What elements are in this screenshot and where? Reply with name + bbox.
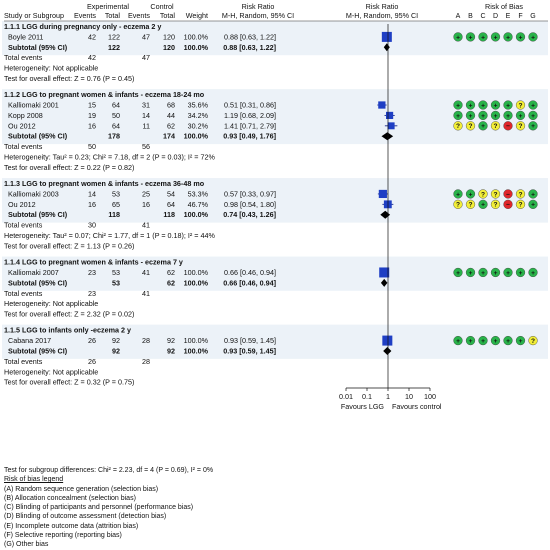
subgroup-2-study-1-ctrl-total: 68 — [167, 100, 175, 110]
subgroup-3-study-2-rob-symbol-g: + — [531, 201, 535, 209]
subgroup-5-study-1-ctrl-total: 92 — [167, 336, 175, 346]
subgroup-2-study-1-ctrl-events: 31 — [142, 100, 150, 110]
subgroup-2-study-1-rob-symbol-a: + — [456, 102, 460, 110]
subgroup-1-study-1-rob-symbol-g: + — [531, 34, 535, 42]
legend-item-a: (A) Random sequence generation (selection bias) — [4, 485, 159, 493]
subgroup-3-study-1-rob-symbol-f: ? — [518, 191, 523, 199]
legend-item-f: (F) Selective reporting (reporting bias) — [4, 532, 122, 540]
subgroup-2-study-2-name: Kopp 2008 — [8, 110, 43, 120]
legend-item-d: (D) Blinding of outcome assessment (detection bias) — [4, 513, 167, 521]
subgroup-4-subtotal-weight: 100.0% — [183, 278, 208, 288]
subgroup-2-total-events-ctrl: 56 — [142, 142, 150, 152]
subgroup-2-subtotal-label: Subtotal (95% CI) — [8, 131, 68, 141]
subgroup-2-subtotal-exp-total: 178 — [108, 131, 120, 141]
favours-lgg-label: Favours LGG — [340, 402, 384, 411]
subgroup-2-study-1-rob-symbol-f: ? — [518, 102, 523, 110]
subgroup-5-subtotal-label: Subtotal (95% CI) — [8, 346, 68, 356]
subgroup-3-study-1-rob-symbol-a: + — [456, 191, 460, 199]
subgroup-4-study-1-exp-total: 53 — [112, 267, 120, 277]
subgroup-5-study-1-rob-symbol-g: ? — [530, 337, 536, 345]
subgroup-3-study-2-rob-symbol-b: ? — [468, 201, 473, 209]
subgroup-4-study-1-ctrl-events: 41 — [142, 267, 150, 277]
subgroup-4-title: 1.1.4 LGG to pregnant women & infants - eczema 7 y — [4, 257, 183, 267]
subgroup-4-study-1-rob-symbol-g: + — [531, 269, 535, 277]
subgroup-differences-test: Test for subgroup differences: Chi² = 2.23, df = 4 (P = 0.69), I² = 0% — [4, 467, 214, 474]
subgroup-4-total-events-exp: 23 — [88, 288, 96, 298]
subgroup-4-study-1-rob-symbol-f: + — [518, 269, 523, 277]
subgroup-2-study-3-rob-symbol-b: ? — [468, 123, 473, 131]
subgroup-5-study-1-ci: 0.93 [0.59, 1.45] — [224, 336, 276, 346]
subgroup-5-total-events-label: Total events — [4, 356, 43, 366]
subgroup-3-study-2-name: Ou 2012 — [8, 199, 36, 209]
subgroup-5-heterogeneity: Heterogeneity: Not applicable — [4, 367, 99, 377]
weight-header: Weight — [185, 11, 208, 20]
subgroup-3-study-2-rob-symbol-e: − — [506, 201, 510, 209]
subgroup-5-total-events-exp: 26 — [88, 356, 96, 366]
legend-item-e: (E) Incomplete outcome data (attrition bias) — [4, 522, 139, 530]
subgroup-4-study-1-rob-symbol-a: + — [456, 269, 460, 277]
subgroup-5-study-1-rob-symbol-d: + — [493, 337, 498, 345]
risk-ratio-method-header: M-H, Random, 95% CI — [221, 11, 295, 20]
subgroup-2-study-3-exp-events: 16 — [88, 121, 96, 131]
subgroup-1-study-1-rob-symbol-a: + — [456, 34, 460, 42]
subgroup-1-overall-effect: Test for overall effect: Z = 0.76 (P = 0.45) — [4, 74, 135, 83]
subgroup-2-study-2-ctrl-events: 14 — [142, 110, 150, 120]
legend-item-g: (G) Other bias — [4, 541, 49, 549]
subgroup-4-total-events-ctrl: 41 — [142, 288, 150, 298]
subgroup-3-study-1-exp-events: 14 — [88, 189, 96, 199]
x-tick-label-2: 1 — [386, 392, 390, 401]
subgroup-1-study-1-rob-symbol-c: + — [481, 34, 485, 42]
subgroup-3-study-1-rob-symbol-d: ? — [493, 191, 498, 199]
plot-risk-ratio-method-header: M-H, Random, 95% CI — [345, 11, 419, 20]
subgroup-2-study-3-rob-symbol-c: + — [481, 123, 485, 131]
rob-column-letter-f: F — [518, 13, 523, 20]
subgroup-4-total-events-label: Total events — [4, 288, 43, 298]
rob-column-letter-a: A — [455, 13, 461, 20]
subgroup-2-study-3-ci: 1.41 [0.71, 2.79] — [224, 121, 276, 131]
subgroup-2-study-2-ctrl-total: 44 — [167, 110, 175, 120]
subgroup-1-study-1-rob-symbol-f: + — [518, 34, 523, 42]
subgroup-2-study-1-ci: 0.51 [0.31, 0.86] — [224, 100, 276, 110]
subgroup-1-subtotal-ci: 0.88 [0.63, 1.22] — [223, 42, 276, 52]
subgroup-1-total-events-label: Total events — [4, 53, 43, 63]
subgroup-5-study-1-exp-events: 26 — [88, 336, 96, 346]
subgroup-2-study-3-rob-symbol-d: ? — [493, 123, 498, 131]
subgroup-1-title: 1.1.1 LGG during pregnancy only - eczema 2 y — [4, 22, 162, 31]
subgroup-2-study-1-marker — [378, 101, 385, 108]
experimental-header: Experimental — [87, 2, 129, 11]
subgroup-2-study-2-rob-symbol-b: + — [468, 112, 473, 120]
subgroup-2-study-3-rob-symbol-e: − — [506, 123, 510, 131]
subgroup-3-study-2-ctrl-total: 64 — [167, 199, 175, 209]
subgroup-2-study-1-name: Kalliomaki 2001 — [8, 100, 59, 110]
x-tick-label-0: 0.01 — [339, 392, 353, 401]
ctrl-events-header: Events — [128, 11, 150, 20]
control-header: Control — [150, 2, 174, 11]
subgroup-4-overall-effect: Test for overall effect: Z = 2.32 (P = 0.02) — [4, 309, 135, 319]
subgroup-3-study-2-rob-symbol-d: ? — [493, 201, 498, 209]
subgroup-5-study-1-exp-total: 92 — [112, 336, 120, 346]
subgroup-4-subtotal-label: Subtotal (95% CI) — [8, 278, 68, 288]
subgroup-3-study-2-rob-symbol-f: ? — [518, 201, 523, 209]
subgroup-2-study-3-name: Ou 2012 — [8, 121, 36, 131]
subgroup-2-study-1-rob-symbol-g: + — [531, 102, 535, 110]
subgroup-2-study-3-rob-symbol-a: ? — [455, 123, 461, 131]
subgroup-5-study-1-rob-symbol-e: + — [506, 337, 510, 345]
subgroup-1-study-1-ctrl-events: 47 — [142, 32, 150, 42]
subgroup-2-subtotal-ctrl-total: 174 — [163, 131, 175, 141]
subgroup-3-study-2-exp-total: 65 — [112, 199, 120, 209]
subgroup-5-total-events-ctrl: 28 — [142, 356, 150, 366]
subgroup-5-study-1-rob-symbol-a: + — [456, 337, 460, 345]
subgroup-2-study-2-rob-symbol-e: + — [506, 112, 510, 120]
subgroup-1-subtotal-weight: 100.0% — [183, 42, 208, 52]
subgroup-3-study-1-weight: 53.3% — [187, 189, 208, 199]
subgroup-3-study-2-exp-events: 16 — [88, 199, 96, 209]
subgroup-2-study-3-exp-total: 64 — [112, 121, 120, 131]
subgroup-1-study-1-exp-events: 42 — [88, 32, 96, 42]
subgroup-2-total-events-label: Total events — [4, 142, 43, 152]
subgroup-3-study-1-rob-symbol-b: + — [468, 191, 473, 199]
subgroup-4-subtotal-exp-total: 53 — [112, 278, 120, 288]
subgroup-3-total-events-ctrl: 41 — [142, 220, 150, 230]
subgroup-4-study-1-ctrl-total: 62 — [167, 267, 175, 277]
subgroup-5-study-1-rob-symbol-b: + — [468, 337, 473, 345]
subgroup-2-overall-effect: Test for overall effect: Z = 0.22 (P = 0.82) — [4, 162, 135, 172]
subgroup-2-study-1-rob-symbol-c: + — [481, 102, 485, 110]
subgroup-3-study-2-ci: 0.98 [0.54, 1.80] — [224, 199, 276, 209]
subgroup-3-study-2-rob-symbol-a: ? — [455, 201, 461, 209]
subgroup-2-heterogeneity: Heterogeneity: Tau² = 0.23; Chi² = 7.18, df = 2 (P = 0.03); I² = 72% — [4, 152, 215, 162]
subgroup-3-study-1-ci: 0.57 [0.33, 0.97] — [224, 189, 276, 199]
subgroup-4-subtotal-ci: 0.66 [0.46, 0.94] — [223, 278, 276, 288]
subgroup-3-heterogeneity: Heterogeneity: Tau² = 0.07; Chi² = 1.77, df = 1 (P = 0.18); I² = 44% — [4, 231, 215, 241]
subgroup-1-subtotal-ctrl-total: 120 — [163, 42, 175, 52]
subgroup-3-subtotal-ci: 0.74 [0.43, 1.26] — [223, 210, 276, 220]
subgroup-3-overall-effect: Test for overall effect: Z = 1.13 (P = 0.26) — [4, 241, 135, 251]
subgroup-3-subtotal-ctrl-total: 118 — [163, 210, 175, 220]
subgroup-3-subtotal-exp-total: 118 — [108, 210, 120, 220]
subgroup-4-study-1-rob-symbol-e: + — [506, 269, 510, 277]
subgroup-1-study-1-rob-symbol-d: + — [493, 34, 498, 42]
subgroup-5-subtotal-exp-total: 92 — [112, 346, 120, 356]
subgroup-1-study-1-rob-symbol-b: + — [468, 34, 473, 42]
subgroup-2-study-1-exp-events: 15 — [88, 100, 96, 110]
subgroup-2-study-3-weight: 30.2% — [187, 121, 208, 131]
subgroup-2-study-2-weight: 34.2% — [187, 110, 208, 120]
subgroup-1-study-1-name: Boyle 2011 — [8, 32, 44, 42]
legend-item-c: (C) Blinding of participants and personnel (performance bias) — [4, 504, 194, 512]
subgroup-4-study-1-exp-events: 23 — [88, 267, 96, 277]
subgroup-4-study-1-rob-symbol-b: + — [468, 269, 473, 277]
subgroup-1-study-1-weight: 100.0% — [183, 32, 208, 42]
subgroup-2-study-2-rob-symbol-f: + — [518, 112, 523, 120]
subgroup-2-study-2-rob-symbol-a: + — [456, 112, 460, 120]
subgroup-4-study-1-rob-symbol-c: + — [481, 269, 485, 277]
subgroup-2-study-1-rob-symbol-b: + — [468, 102, 473, 110]
subgroup-4-study-1-weight: 100.0% — [183, 267, 208, 277]
subgroup-3-study-2-weight: 46.7% — [187, 199, 208, 209]
subgroup-1-study-1-ci: 0.88 [0.63, 1.22] — [224, 32, 276, 42]
subgroup-2-study-3-rob-symbol-g: + — [531, 123, 535, 131]
subgroup-2-study-3-ctrl-events: 11 — [142, 121, 150, 131]
subgroup-4-study-1-rob-symbol-d: + — [493, 269, 498, 277]
subgroup-5-subtotal-ctrl-total: 92 — [167, 346, 175, 356]
subgroup-2-study-2-rob-symbol-c: + — [481, 112, 485, 120]
x-tick-label-1: 0.1 — [362, 392, 372, 401]
exp-total-header: Total — [104, 11, 120, 20]
subgroup-3-total-events-label: Total events — [4, 220, 43, 230]
subgroup-1-total-events-ctrl: 47 — [142, 53, 150, 63]
subgroup-5-overall-effect: Test for overall effect: Z = 0.32 (P = 0.75) — [4, 377, 135, 387]
subgroup-1-study-1-ctrl-total: 120 — [163, 32, 175, 42]
subgroup-3-study-1-rob-symbol-g: + — [531, 191, 535, 199]
rob-column-letter-b: B — [468, 13, 473, 20]
subgroup-5-title: 1.1.5 LGG to infants only -eczema 2 y — [4, 325, 132, 335]
subgroup-2-study-2-exp-events: 19 — [88, 110, 96, 120]
legend-item-b: (B) Allocation concealment (selection bias) — [4, 494, 136, 502]
rob-column-letter-g: G — [530, 13, 536, 20]
subgroup-1-study-1-marker — [382, 32, 392, 42]
subgroup-2-study-2-rob-symbol-g: + — [531, 112, 535, 120]
subgroup-3-study-2-rob-symbol-c: + — [481, 201, 485, 209]
subgroup-2-study-2-marker — [386, 112, 393, 119]
ctrl-total-header: Total — [159, 11, 175, 20]
rob-column-letter-c: C — [480, 13, 486, 20]
subgroup-3-title: 1.1.3 LGG to pregnant women & infants - eczema 36-48 mo — [4, 179, 205, 189]
subgroup-5-study-1-marker — [382, 336, 392, 346]
legend-block — [4, 466, 344, 550]
subgroup-2-subtotal-weight: 100.0% — [183, 131, 208, 141]
subgroup-5-study-1-rob-symbol-f: + — [518, 337, 523, 345]
subgroup-2-study-2-ci: 1.19 [0.68, 2.09] — [224, 110, 276, 120]
exp-events-header: Events — [74, 11, 96, 20]
risk-of-bias-header: Risk of Bias — [485, 2, 523, 11]
subgroup-5-study-1-ctrl-events: 28 — [142, 336, 150, 346]
rob-column-letter-d: D — [492, 13, 499, 20]
subgroup-2-study-3-rob-symbol-f: ? — [518, 123, 523, 131]
subgroup-4-study-1-ci: 0.66 [0.46, 0.94] — [224, 267, 276, 277]
plot-risk-ratio-header: Risk Ratio — [365, 2, 399, 11]
subgroup-4-subtotal-ctrl-total: 62 — [167, 278, 175, 288]
subgroup-3-study-1-ctrl-total: 54 — [167, 189, 175, 199]
subgroup-1-study-1-exp-total: 122 — [108, 32, 120, 42]
subgroup-3-study-1-exp-total: 53 — [112, 189, 120, 199]
subgroup-2-study-2-rob-symbol-d: + — [493, 112, 498, 120]
subgroup-2-study-1-rob-symbol-d: + — [493, 102, 498, 110]
subgroup-3-study-1-name: Kalliomaki 2003 — [8, 189, 59, 199]
subgroup-3-study-2-ctrl-events: 16 — [142, 199, 150, 209]
rob-column-letter-e: E — [505, 13, 511, 20]
subgroup-3-total-events-exp: 30 — [88, 220, 96, 230]
subgroup-4-study-1-name: Kalliomaki 2007 — [8, 267, 59, 277]
subgroup-3-study-1-ctrl-events: 25 — [142, 189, 150, 199]
subgroup-5-subtotal-weight: 100.0% — [183, 346, 208, 356]
subgroup-4-heterogeneity: Heterogeneity: Not applicable — [4, 299, 99, 309]
subgroup-2-total-events-exp: 50 — [88, 142, 96, 152]
subgroup-1-total-events-exp: 42 — [88, 53, 96, 63]
favours-control-label: Favours control — [392, 402, 442, 411]
subgroup-1-study-1-rob-symbol-e: + — [506, 34, 510, 42]
subgroup-3-study-1-rob-symbol-e: − — [506, 191, 510, 199]
study-column-header: Study or Subgroup — [4, 11, 64, 20]
x-tick-label-4: 100 — [424, 392, 436, 401]
subgroup-2-study-1-weight: 35.6% — [187, 100, 208, 110]
subgroup-5-study-1-name: Cabana 2017 — [8, 336, 52, 346]
subgroup-2-subtotal-ci: 0.93 [0.49, 1.76] — [223, 131, 276, 141]
subgroup-1-subtotal-exp-total: 122 — [108, 42, 120, 52]
subgroup-5-study-1-weight: 100.0% — [183, 336, 208, 346]
subgroup-2-study-1-rob-symbol-e: + — [506, 102, 510, 110]
subgroup-3-subtotal-weight: 100.0% — [183, 210, 208, 220]
subgroup-3-subtotal-label: Subtotal (95% CI) — [8, 210, 68, 220]
risk-of-bias-legend-title: Risk of bias legend — [4, 476, 64, 484]
subgroup-5-study-1-rob-symbol-c: + — [481, 337, 485, 345]
subgroup-2-study-3-ctrl-total: 62 — [167, 121, 175, 131]
risk-ratio-header: Risk Ratio — [241, 2, 275, 11]
x-tick-label-3: 10 — [405, 392, 413, 401]
subgroup-2-study-2-exp-total: 50 — [112, 110, 120, 120]
subgroup-3-study-1-rob-symbol-c: ? — [480, 191, 486, 199]
subgroup-3-study-1-marker — [379, 190, 387, 198]
subgroup-1-heterogeneity: Heterogeneity: Not applicable — [4, 63, 99, 73]
subgroup-2-study-3-marker — [388, 122, 395, 129]
subgroup-5-subtotal-ci: 0.93 [0.59, 1.45] — [223, 346, 276, 356]
subgroup-2-title: 1.1.2 LGG to pregnant women & infants - eczema 18-24 mo — [4, 90, 205, 100]
subgroup-1-subtotal-label: Subtotal (95% CI) — [8, 42, 68, 52]
table-header — [4, 2, 548, 21]
subgroup-2-study-1-exp-total: 64 — [112, 100, 120, 110]
